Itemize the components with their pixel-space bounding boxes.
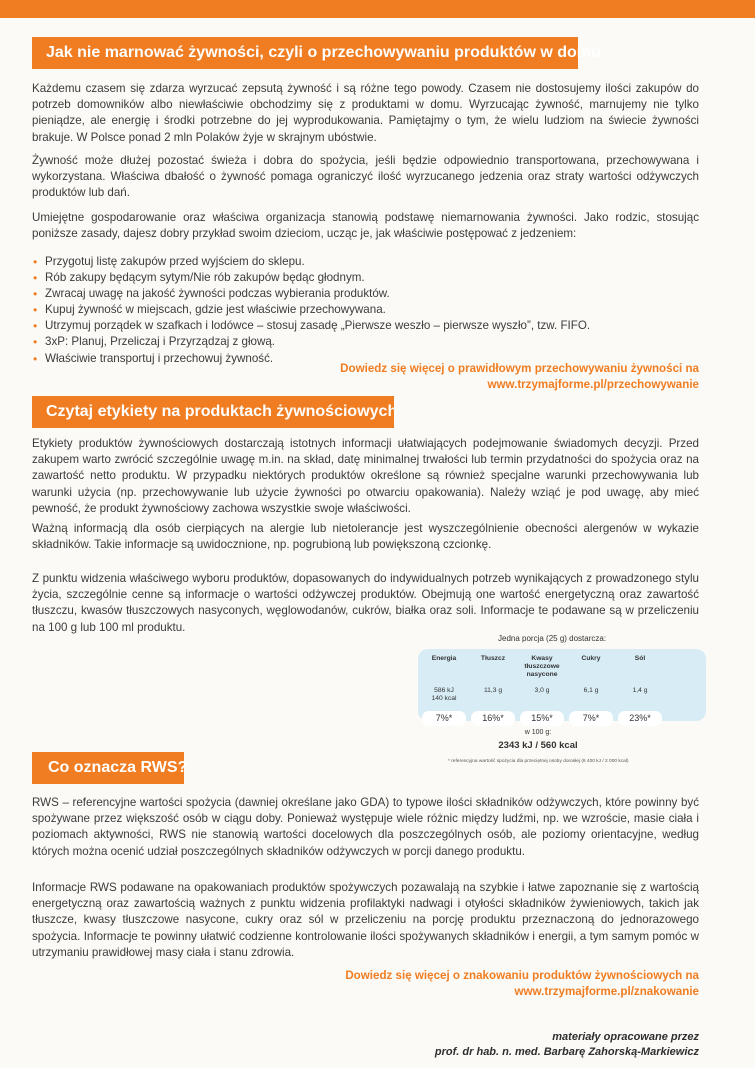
paragraph: Informacje RWS podawane na opakowaniach produktów spożywczych pozawalają na szybkie i łatwe zapoznanie się z wartością energetyczną oraz zawartością ważnych z punktu widzenia profilaktyki nadwagi i otyłości składników żywieniowych, takich jak tłuszcze, kwasy tłuszczowe nasycone, cukry oraz sól w przeliczeniu na porcję produktu przeznaczoną do jednorazowego spożycia. Informacje te powinny ułatwić codzienne kontrolowanie ilości spożywanych składników i energii, a tym samym pomóc w utrzymaniu prawidłowej masy ciała i stanu zdrowia. xyxy=(32,881,699,959)
per-100g-total: 2343 kJ / 560 kcal xyxy=(498,740,578,751)
nutrition-footnote: * referencyjna wartość spożycia dla przeciętnej osoby dorosłej (8 400 kJ / 2 000 kcal) xyxy=(448,759,629,764)
author-signature xyxy=(435,1030,699,1060)
nutrient-percent: 23%* xyxy=(618,711,662,726)
bullet-icon: • xyxy=(33,303,38,318)
nutrient-value: 6,1 g xyxy=(583,687,599,694)
more-info-url[interactable]: www.trzymajforme.pl/znakowanie xyxy=(514,985,699,998)
paragraph: Z punktu widzenia właściwego wyboru produktów, dopasowanych do indywidualnych potrzeb wynikających z prowadzonego stylu życia, szczególnie cenne są informacje o wartości odżywczej produktów. Obejmują one wartość energetyczną oraz zawartość tłuszczu, kwasów tłuszczowych nasyconych, węglowodanów, cukrów, białka oraz soli. Informacje te podawane są w przeliczeniu na 100 g lub 100 ml produktu. xyxy=(32,572,699,634)
paragraph: Umiejętne gospodarowanie oraz właściwa organizacja stanowią podstawę niemarnowania żywności. Jako rodzic, stosując poniższe zasady, dajesz dobry przykład swoim dzieciom, ucząc je, jak właściwie postępować z jedzeniem: xyxy=(32,211,699,241)
list-item: • Przygotuj listę zakupów przed wyjściem do sklepu. xyxy=(33,255,305,269)
nutrient-value: 1,4 g xyxy=(632,687,648,694)
nutrient-value: 11,3 g xyxy=(483,687,503,694)
list-item: • Utrzymuj porządek w szafkach i lodówce – stosuj zasadę „Pierwsze weszło – pierwsze wyszło”, tzw. FIFO. xyxy=(33,319,591,334)
signature-author: prof. dr hab. n. med. Barbarę Zahorską-Markiewicz xyxy=(434,1046,699,1058)
more-info-text: Dowiedz się więcej o prawidłowym przechowywaniu żywności na xyxy=(340,362,699,375)
section-heading-labels: Czytaj etykiety na produktach żywnościowych xyxy=(32,396,394,428)
nutrition-label-caption: Jedna porcja (25 g) dostarcza: xyxy=(498,634,607,643)
nutrient-percent: 7%* xyxy=(569,711,613,726)
top-accent-bar xyxy=(0,0,755,18)
more-info-link-labelling[interactable] xyxy=(345,968,699,1000)
nutrient-value: 586 kJ 140 kcal xyxy=(431,687,457,702)
bullet-icon: • xyxy=(33,335,38,350)
paragraph: Każdemu czasem się zdarza wyrzucać zepsutą żywność i są różne tego powody. Czasem nie dostosujemy ilości zakupów do potrzeb domowników albo niewłaściwie obchodzimy się z produktami w domu. Wyrzucając żywność, marnujemy nie tylko pieniądze, ale energię i środki potrzebne do jej wyprodukowania. Pamiętajmy o tym, że wielu ludziom na świecie żywności brakuje. W Polsce ponad 2 mln Polaków żyje w skrajnym ubóstwie. xyxy=(32,82,699,144)
signature-line: materiały opracowane przez xyxy=(552,1031,699,1043)
nutrient-saturated-fat xyxy=(519,655,565,726)
bullet-icon: • xyxy=(33,255,38,269)
nutrient-fat xyxy=(470,655,516,726)
tips-list xyxy=(32,254,699,367)
nutrient-name: Tłuszcz xyxy=(480,655,506,662)
bullet-icon: • xyxy=(33,271,38,286)
list-item: • Właściwie transportuj i przechowuj żywność. xyxy=(33,351,274,366)
paragraph: RWS – referencyjne wartości spożycia (dawniej określane jako GDA) to typowe ilości składników odżywczych, które powinny być spożywane przez większość osób w ciągu doby. Ponieważ występuje wiele różnic między ludźmi, np. we wzroście, masie ciała i poziomach aktywności, RWS nie stanowią wartości docelowych dla poszczególnych osób, ale poziomy orientacyjne, według których można ocenić udział poszczególnych składników odżywczych w porcji danego produktu. xyxy=(32,796,699,858)
bullet-icon: • xyxy=(33,287,38,302)
nutrient-name: Energia xyxy=(431,655,457,662)
nutrient-salt xyxy=(617,655,663,726)
nutrient-name: Sól xyxy=(634,655,646,662)
nutrient-percent: 15%* xyxy=(520,711,564,726)
paragraph: Ważną informacją dla osób cierpiących na alergie lub nietolerancje jest wyszczególnienie obecności alergenów w wykazie składników. Takie informacje są uwidocznione, np. pogrubioną lub powiększoną czcionkę. xyxy=(32,522,699,552)
nutrient-percent: 7%* xyxy=(422,711,466,726)
list-item: • Zwracaj uwagę na jakość żywności podczas wybierania produktów. xyxy=(33,287,390,302)
more-info-url[interactable]: www.trzymajforme.pl/przechowywanie xyxy=(487,378,699,391)
nutrient-percent: 16%* xyxy=(471,711,515,726)
bullet-icon: • xyxy=(33,319,38,334)
bullet-icon: • xyxy=(33,351,38,366)
more-info-link-storage[interactable] xyxy=(340,361,699,393)
nutrient-name: Cukry xyxy=(581,655,601,662)
nutrient-name: Kwasy tłuszczowe nasycone xyxy=(524,655,560,678)
nutrient-sugars xyxy=(568,655,614,726)
paragraph: Etykiety produktów żywnościowych dostarczają istotnych informacji ułatwiających podejmowanie świadomych decyzji. Przed zakupem warto zwrócić szczególnie uwagę m.in. na skład, datę minimalnej trwałości lub termin przydatności do spożycia oraz na zawartość netto produktu. W przypadku niektórych produktów określone są również specjalne warunki przechowywania lub warunki użycia (np. przechowywanie lub użycie żywności po otwarciu opakowania). Należy wziąć je pod uwagę, aby mieć pewność, że produkt żywnościowy zachowa wszystkie swoje właściwości. xyxy=(32,437,699,515)
list-item: • Kupuj żywność w miejscach, gdzie jest właściwie przechowywana. xyxy=(33,303,386,318)
paragraph: Żywność może dłużej pozostać świeża i dobra do spożycia, jeśli będzie odpowiednio transportowana, przechowywana i wykorzystana. Właściwa dbałość o żywność pomaga ograniczyć ilość wyrzucanego jedzenia oraz straty wartości odżywczych produktów lub dań. xyxy=(32,154,699,200)
list-item: • 3xP: Planuj, Przeliczaj i Przyrządzaj z głową. xyxy=(33,335,276,350)
list-item: • Rób zakupy będącym sytym/Nie rób zakupów będąc głodnym. xyxy=(33,271,365,286)
section-heading-rws: Co oznacza RWS? xyxy=(32,752,184,784)
per-100g-label: w 100 g: xyxy=(524,729,552,736)
nutrient-value: 3,0 g xyxy=(534,687,550,694)
more-info-text: Dowiedz się więcej o znakowaniu produktów żywnościowych na xyxy=(345,969,699,982)
nutrient-energy xyxy=(421,655,467,726)
section-heading-food-waste: Jak nie marnować żywności, czyli o przechowywaniu produktów w domu xyxy=(32,37,578,69)
